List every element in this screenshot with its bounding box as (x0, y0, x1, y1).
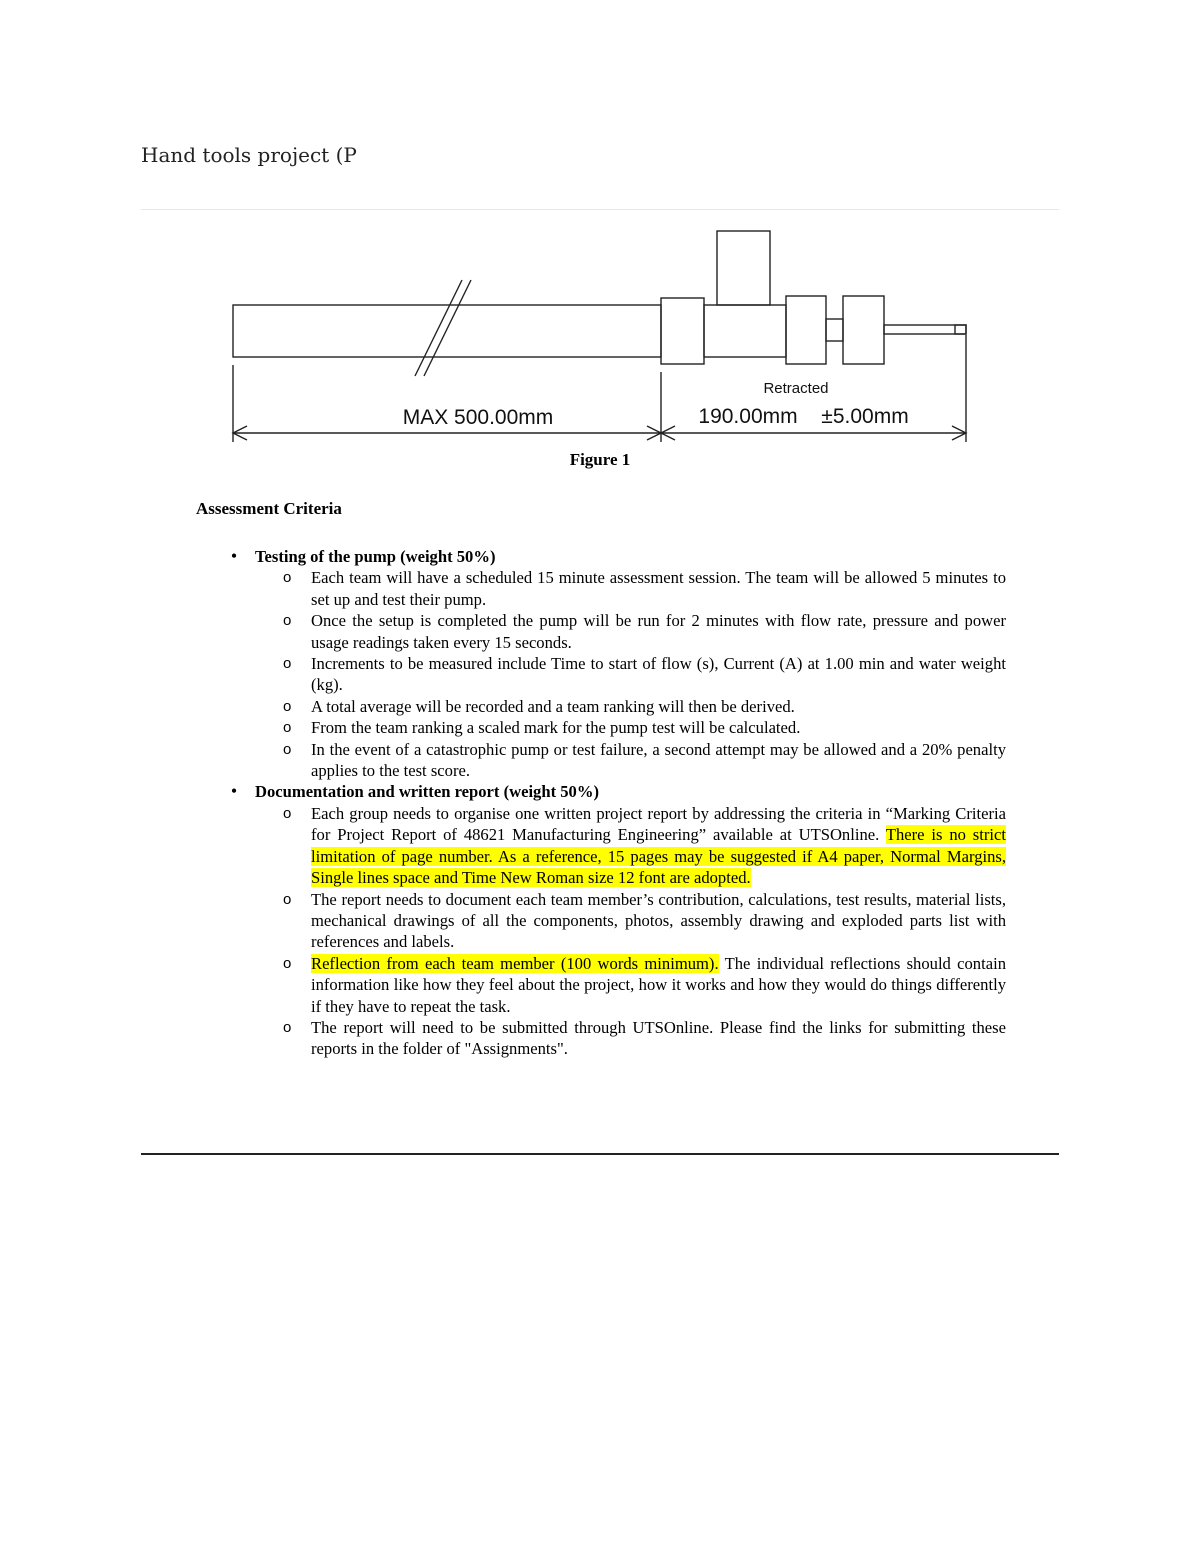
break-line-2 (424, 280, 471, 376)
break-line-1 (415, 280, 462, 376)
list-item (255, 889, 1006, 953)
retracted-label: Retracted (763, 380, 829, 397)
assessment-heading: Assessment Criteria (196, 499, 342, 518)
piston-rod (884, 325, 966, 334)
criterion-block (226, 546, 1006, 781)
list-item (255, 1017, 1006, 1060)
max-length-label: MAX 500.00mm (402, 406, 554, 429)
item-text: In the event of a catastrophic pump or test failure, a second attempt may be allowed and a 20% penalty applies to the test score. (311, 739, 1006, 781)
item-text: From the team ranking a scaled mark for the pump test will be calculated. (311, 718, 801, 738)
list-item (255, 803, 1006, 889)
item-text: The report needs to document each team member’s contribution, calculations, test results, material lists, mechanical drawings of all the components, photos, assembly drawing and exploded parts list with references and labels. (311, 889, 1006, 952)
sub-bullet-icon: o (283, 612, 292, 630)
criterion-title: Documentation and written report (weight 50%) (255, 782, 599, 802)
sub-bullet-icon: o (283, 740, 292, 758)
item-text: Each team will have a scheduled 15 minute assessment session. The team will be allowed 5 minutes to set up and test their pump. (311, 568, 1006, 609)
connector-rod (826, 319, 843, 341)
highlighted-text: There is no strict limitation of page number. As a reference, 15 pages may be suggested if A4 paper, Normal Margins, Single lines space and Time New Roman size 12 font are adopted. (311, 825, 1006, 888)
retracted-length-label: 190.00mm (698, 405, 798, 428)
coupling-2 (843, 296, 884, 364)
criterion-items (255, 803, 1006, 1060)
list-item (255, 696, 1006, 717)
bullet-icon: • (230, 546, 238, 566)
criterion-block (226, 781, 1006, 1059)
item-text: The individual reflections should contain information like how they feel about the project, how it works and how they would do things differently if they have to repeat the task. (311, 953, 1006, 1016)
criterion-items (255, 567, 1006, 781)
tolerance-label: ±5.00mm (821, 405, 909, 428)
coupling-1 (786, 296, 826, 364)
list-item (255, 717, 1006, 738)
pump-collar (661, 298, 704, 364)
bullet-icon: • (230, 781, 238, 802)
sub-bullet-icon: o (283, 804, 292, 822)
page-heading: Hand tools project (P (141, 143, 357, 167)
rod-tip (955, 325, 966, 334)
item-text: Once the setup is completed the pump will be run for 2 minutes with flow rate, pressure and power usage readings taken every 15 seconds. (311, 611, 1006, 652)
sub-bullet-icon: o (283, 655, 292, 673)
sub-bullet-icon: o (283, 569, 292, 587)
motor-housing (717, 231, 770, 305)
highlighted-text: Reflection from each team member (100 words minimum). (311, 953, 719, 973)
criterion-title: Testing of the pump (weight 50%) (255, 547, 496, 566)
item-text: Increments to be measured include Time to start of flow (s), Current (A) at 1.00 min and water weight (kg). (311, 654, 1006, 695)
sub-bullet-icon: o (283, 1018, 292, 1036)
pump-body (704, 305, 786, 357)
sub-bullet-icon: o (283, 719, 292, 737)
item-text: A total average will be recorded and a team ranking will then be derived. (311, 696, 795, 716)
list-item (255, 653, 1006, 696)
list-item (255, 610, 1006, 653)
item-text: The report will need to be submitted through UTSOnline. Please find the links for submitting these reports in the folder of "Assignments". (311, 1017, 1006, 1059)
pump-drawing (0, 0, 1200, 480)
figure-caption: Figure 1 (569, 450, 631, 469)
sub-bullet-icon: o (283, 697, 292, 715)
sub-bullet-icon: o (283, 954, 292, 972)
handle-tube (233, 305, 661, 357)
list-item (255, 739, 1006, 782)
item-text: Each group needs to organise one written project report by addressing the criteria in “Marking Criteria for Project Report of 48621 Manufacturing Engineering” available at UTSOnline. (311, 803, 1006, 845)
assessment-criteria-list (226, 546, 1006, 1060)
sub-bullet-icon: o (283, 890, 292, 908)
list-item (255, 567, 1006, 610)
list-item (255, 953, 1006, 1017)
bottom-divider (141, 1153, 1059, 1155)
